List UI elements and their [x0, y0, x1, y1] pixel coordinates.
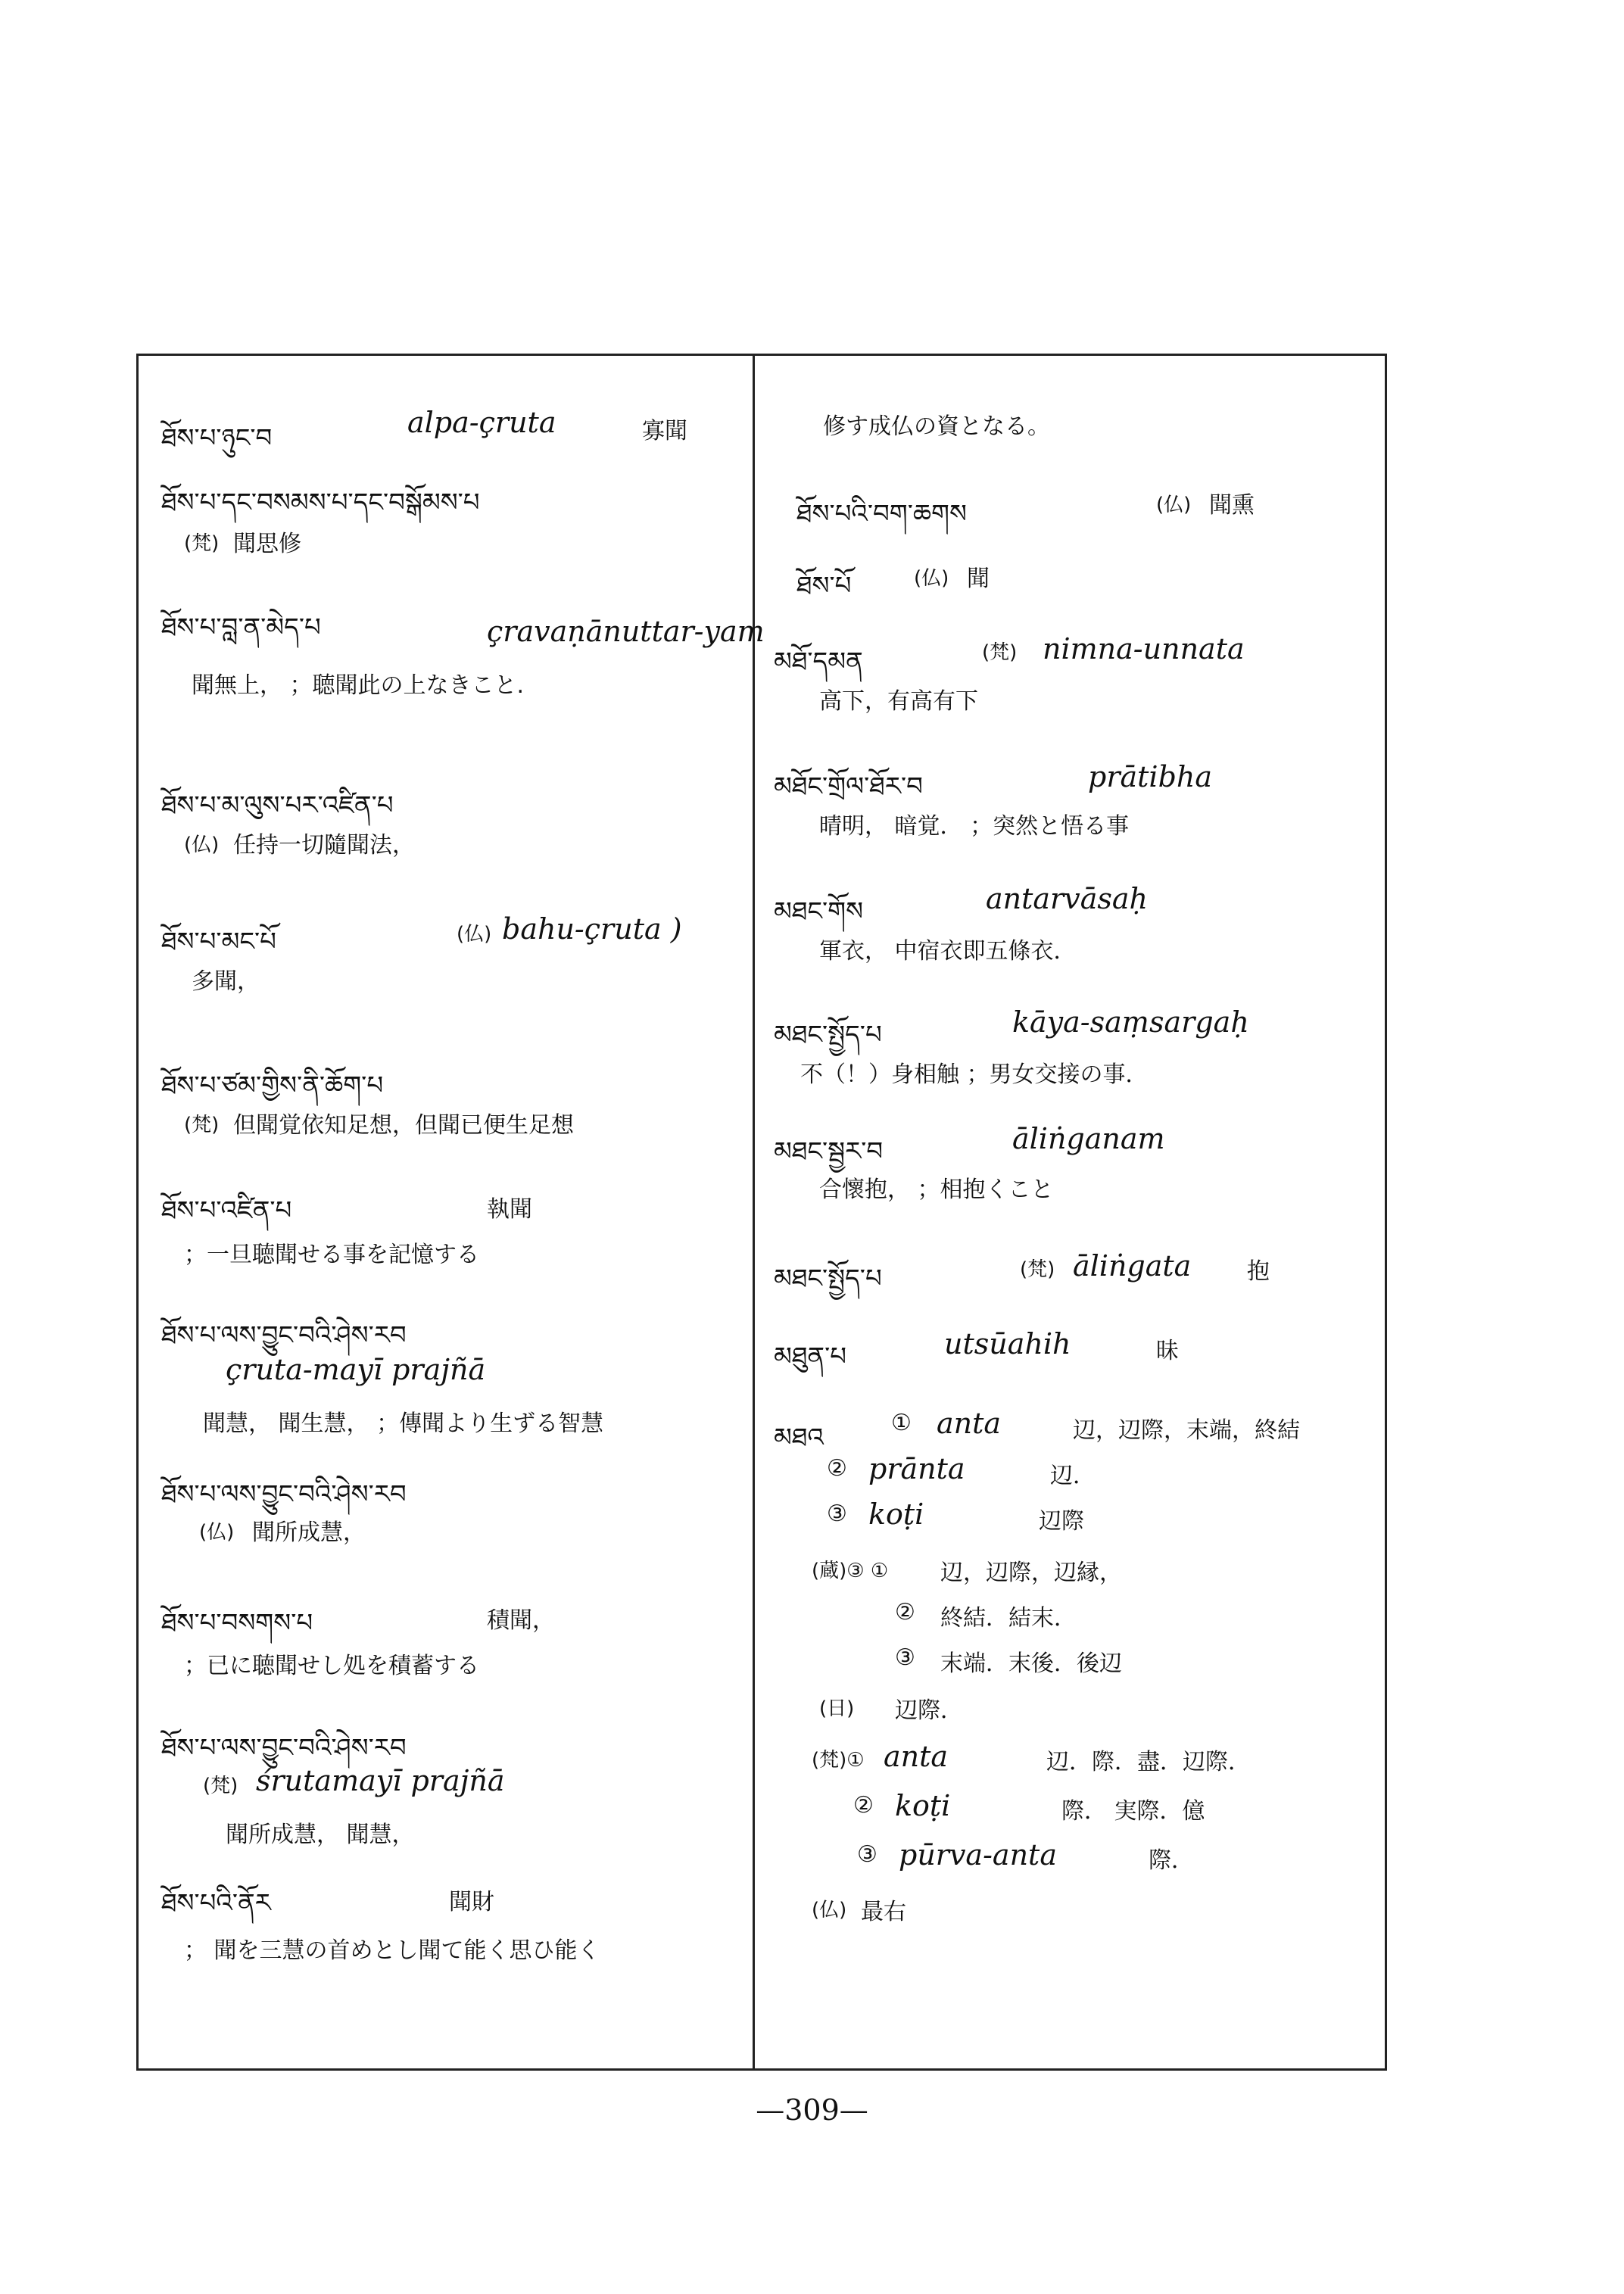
source-tag: (日): [819, 1697, 855, 1720]
sense-marker: ②: [895, 1599, 915, 1625]
source-tag: (仏): [184, 834, 220, 856]
tibetan-headword: ཐོས་པ་དང་བསམས་པ་དང་བསྒོམས་པ: [161, 488, 480, 518]
japanese-gloss: 聞所成慧，: [252, 1519, 366, 1546]
tibetan-headword: ཐོས་པ་བླ་ན་མེད་པ: [161, 612, 321, 643]
japanese-gloss: 合懷抱， ；相抱くこと: [819, 1177, 1054, 1203]
sense-marker: ③: [827, 1501, 847, 1527]
japanese-gloss: 多聞，: [192, 968, 260, 995]
japanese-gloss: 抱: [1247, 1258, 1270, 1285]
japanese-gloss: 辺，辺際，末端，終結: [1073, 1417, 1300, 1444]
source-tag: (仏): [914, 567, 949, 590]
sense-marker: ②: [827, 1455, 847, 1482]
romanization: koṭi: [895, 1789, 951, 1822]
japanese-gloss: 聞熏: [1209, 492, 1255, 519]
japanese-gloss: 辺，辺際，辺縁，: [940, 1560, 1122, 1586]
japanese-gloss: 聞財: [449, 1889, 494, 1915]
tibetan-headword: ཐོས་པོ: [796, 571, 852, 601]
romanization: prānta: [868, 1452, 965, 1485]
japanese-gloss: 任持一切隨聞法，: [233, 832, 415, 859]
source-tag: (梵): [982, 641, 1018, 664]
japanese-gloss: 聞所成慧， 聞慧，: [226, 1822, 415, 1848]
romanization: pūrva-anta: [899, 1838, 1057, 1872]
right-column: [755, 356, 1385, 2068]
tibetan-headword: ཐོས་པའི་བག་ཆགས: [796, 499, 967, 529]
japanese-gloss: 聞思修: [233, 531, 301, 557]
sense-marker: ③: [857, 1841, 877, 1868]
japanese-gloss: 執聞: [487, 1196, 532, 1223]
japanese-gloss: 聞: [967, 566, 990, 592]
tibetan-headword: མཐོ་དམན: [774, 647, 863, 677]
japanese-gloss: 軍衣， 中宿衣即五條衣．: [819, 938, 1077, 965]
tibetan-headword: མཐང་གོས: [774, 896, 864, 927]
tibetan-headword: མཐང་སྤྱོད་པ: [774, 1264, 882, 1294]
japanese-gloss: 辺．: [1050, 1463, 1096, 1489]
japanese-gloss: 聞慧， 聞生慧， ；傳聞より生ずる智慧: [203, 1410, 604, 1437]
tibetan-headword: ཐོས་པ་བསགས་པ: [161, 1608, 313, 1638]
japanese-gloss: 辺．際．盡．辺際．: [1046, 1749, 1251, 1775]
tibetan-headword: མཐའ: [774, 1423, 824, 1453]
japanese-gloss: 際．: [1149, 1847, 1194, 1874]
romanization: āliṅgata: [1073, 1249, 1192, 1283]
source-tag: (梵): [1020, 1258, 1055, 1281]
tibetan-headword: ཐོས་པ་ལས་བྱུང་བའི་ཤེས་རབ: [161, 1320, 407, 1351]
romanization: antarvāsaḥ: [986, 882, 1148, 915]
source-tag: (梵): [184, 532, 220, 555]
romanization: alpa-çruta: [407, 406, 556, 439]
tibetan-headword: མཐང་སྤྱོད་པ: [774, 1020, 882, 1050]
japanese-gloss: 不（！）身相触 ；男女交接の事．: [800, 1061, 1149, 1088]
tibetan-headword: ཐོས་པའི་ནོར: [161, 1888, 271, 1918]
source-tag: (仏): [199, 1521, 235, 1544]
sense-marker: ②: [853, 1792, 874, 1819]
tibetan-headword: མཐང་སྦྱར་བ: [774, 1136, 884, 1167]
tibetan-headword: མཐོང་གྲོལ་ཐོར་བ: [774, 771, 923, 802]
left-column: [139, 356, 765, 2068]
romanization: çruta-mayī prajñā: [226, 1353, 486, 1386]
japanese-gloss: 寡聞: [642, 418, 687, 444]
gloss-note: ；已に聴聞せし処を積蓄する: [184, 1653, 479, 1679]
dictionary-frame: [136, 354, 1387, 2071]
japanese-gloss: 積聞，: [487, 1607, 555, 1634]
source-tag: (蔵)③ ①: [812, 1560, 889, 1582]
japanese-gloss: 聞無上， ；聴聞此の上なきこと.: [192, 672, 525, 699]
source-tag: (仏): [457, 923, 492, 946]
source-tag: (梵): [184, 1114, 220, 1136]
japanese-gloss: 末端．末後．後辺: [940, 1650, 1122, 1677]
tibetan-headword: ཐོས་པ་ལས་བྱུང་བའི་ཤེས་རབ: [161, 1733, 407, 1763]
romanization: utsūahih: [944, 1327, 1071, 1361]
romanization: nimna-unnata: [1043, 632, 1245, 665]
tibetan-headword: ཐོས་པ་འཛིན་པ: [161, 1195, 292, 1226]
romanization: prātibha: [1088, 760, 1213, 793]
japanese-gloss: 最右: [861, 1899, 906, 1925]
romanization: śrutamayī prajñā: [256, 1764, 505, 1797]
romanization: anta: [937, 1407, 1002, 1440]
japanese-gloss: 晴明， 暗覚． ；突然と悟る事: [819, 813, 1130, 840]
tibetan-headword: མཐུན་པ: [774, 1342, 847, 1372]
tibetan-headword: ཐོས་པ་ལས་བྱུང་བའི་ཤེས་རབ: [161, 1479, 407, 1510]
gloss-note: ； 聞を三慧の首めとし聞て能く思ひ能く: [184, 1937, 600, 1964]
romanization: bahu-çruta ): [502, 912, 682, 946]
continuation-text: 修す成仏の資となる。: [823, 413, 1050, 440]
japanese-gloss: 辺際．: [895, 1697, 963, 1724]
tibetan-headword: ཐོས་པ་ཉུང་བ: [161, 423, 273, 454]
romanization: koṭi: [868, 1498, 924, 1531]
source-tag: (仏): [812, 1899, 847, 1922]
romanization: āliṅganam: [1012, 1122, 1165, 1155]
gloss-note: ；一旦聴聞せる事を記憶する: [184, 1242, 479, 1268]
japanese-gloss: 昧: [1156, 1338, 1179, 1364]
tibetan-headword: ཐོས་པ་ཙམ་གྱིས་ནི་ཆོག་པ: [161, 1071, 384, 1101]
romanization: çravaṇānuttar-yam: [487, 615, 765, 648]
romanization: anta: [884, 1740, 949, 1773]
source-tag: (梵): [203, 1775, 238, 1797]
page-number: —309—: [756, 2093, 868, 2127]
romanization: kāya-saṃsargaḥ: [1012, 1005, 1249, 1039]
japanese-gloss: 終結．結末．: [940, 1605, 1077, 1632]
tibetan-headword: ཐོས་པ་མང་པོ: [161, 927, 276, 957]
source-tag: (仏): [1156, 494, 1192, 516]
japanese-gloss: 辺際: [1039, 1508, 1084, 1535]
source-tag: (梵)①: [812, 1749, 865, 1772]
tibetan-headword: ཐོས་པ་མ་ལུས་པར་འཛིན་པ: [161, 790, 394, 821]
japanese-gloss: 但聞覚依知足想，但聞已便生足想: [233, 1112, 574, 1139]
sense-marker: ①: [891, 1410, 912, 1436]
japanese-gloss: 高下，有高有下: [819, 688, 978, 715]
japanese-gloss: 際． 実際．億: [1061, 1798, 1205, 1825]
sense-marker: ③: [895, 1644, 915, 1671]
